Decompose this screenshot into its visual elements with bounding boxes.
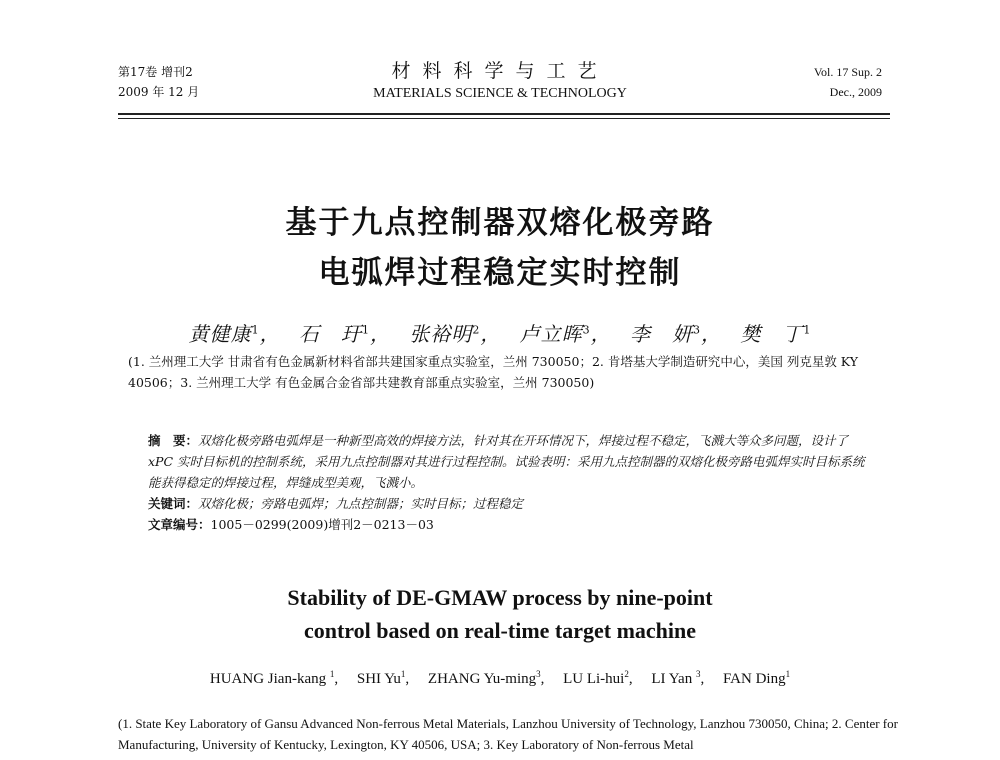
- article-number-label: 文章编号：: [148, 517, 211, 532]
- author-cn: 李 妍$^3$: [630, 322, 702, 346]
- affiliation-en: (1. State Key Laboratory of Gansu Advanced Non-ferrous Metal Materials, Lanzhou University of Technology, Lanzhou 730050, China; 2. Center for Manufacturing, University of Kentucky, Lexington, KY 40506, USA; 3. Key Laboratory of Non-ferrous Metal: [118, 716, 898, 752]
- keywords-text: 双熔化极；旁路电弧焊；九点控制器；实时目标；过程稳定: [198, 496, 524, 511]
- author-cn: 张裕明$^2$: [409, 322, 481, 346]
- article-number: [148, 514, 870, 535]
- abstract-label: 摘 要：: [148, 433, 199, 448]
- abstract-block: [148, 430, 870, 535]
- title-en-line2: control based on real-time target machine: [303, 618, 697, 643]
- header-rule-thick: [118, 113, 890, 115]
- abstract-text: 双熔化极旁路电弧焊是一种新型高效的焊接方法，针对其在开环情况下，焊接过程不稳定，飞溅大等众多问题，设计了 xPC 实时目标机的控制系统，采用九点控制器对其进行过程控制。试验表明：采用九点控制器的双熔化极旁路电弧焊实时目标系统能获得稳定的焊接过程，焊缝成型美观，飞溅小。: [148, 433, 865, 490]
- author-en: LI Yan $^3$: [651, 669, 701, 687]
- authors-cn: 黄健康$^1$， 石 玗$^1$， 张裕明$^2$， 卢立晖$^3$， 李 妍$^3$， 樊 丁$^1$: [188, 322, 812, 346]
- header-right: [814, 62, 882, 102]
- title-cn-line2: 电弧焊过程稳定实时控制: [318, 255, 682, 291]
- author-cn: 卢立晖$^3$: [519, 322, 591, 346]
- keywords-label: 关键词：: [148, 496, 199, 511]
- author-en: FAN Ding$^1$: [722, 669, 791, 687]
- date-cn: 2009 年 12 月: [118, 85, 200, 99]
- author-cn: 石 玗$^1$: [298, 322, 370, 346]
- affiliation-cn: (1. 兰州理工大学 甘肃省有色金属新材料省部共建国家重点实验室，兰州 730050；2. 肯塔基大学制造研究中心，美国 列克星敦 KY 40506；3. 兰州理工大学 有色金属合金省部共建教育部重点实验室，兰州 730050): [128, 354, 859, 390]
- volume-en: Vol. 17 Sup. 2: [813, 65, 882, 79]
- author-cn: 黄健康$^1$: [188, 322, 260, 346]
- issue-cn: 第17卷 增刊2: [118, 65, 193, 79]
- author-en: LU Li-hui$^2$: [563, 669, 629, 687]
- author-en: ZHANG Yu-ming$^3$: [427, 669, 541, 687]
- date-en: Dec., 2009: [829, 85, 882, 99]
- author-en: HUANG Jian-kang $^1$: [209, 669, 335, 687]
- abstract: [148, 430, 870, 493]
- header-rule-thin: [118, 118, 890, 119]
- title-cn-line1: 基于九点控制器双熔化极旁路: [285, 205, 715, 241]
- journal-title-en: MATERIALS SCIENCE & TECHNOLOGY: [373, 86, 627, 101]
- journal-title-cn: 材料科学与工艺: [391, 60, 609, 82]
- author-en: SHI Yu$^1$: [356, 669, 406, 687]
- article-number-value: 1005－0299(2009)增刊2－0213－03: [210, 517, 434, 532]
- keywords: [148, 493, 870, 514]
- title-en-line1: Stability of DE-GMAW process by nine-point: [287, 585, 713, 610]
- author-cn: 樊 丁$^1$: [740, 322, 812, 346]
- authors-en: HUANG Jian-kang $^1$, SHI Yu$^1$, ZHANG Yu-ming$^3$, LU Li-hui$^2$, LI Yan $^3$, FAN Ding$^1$: [209, 669, 791, 687]
